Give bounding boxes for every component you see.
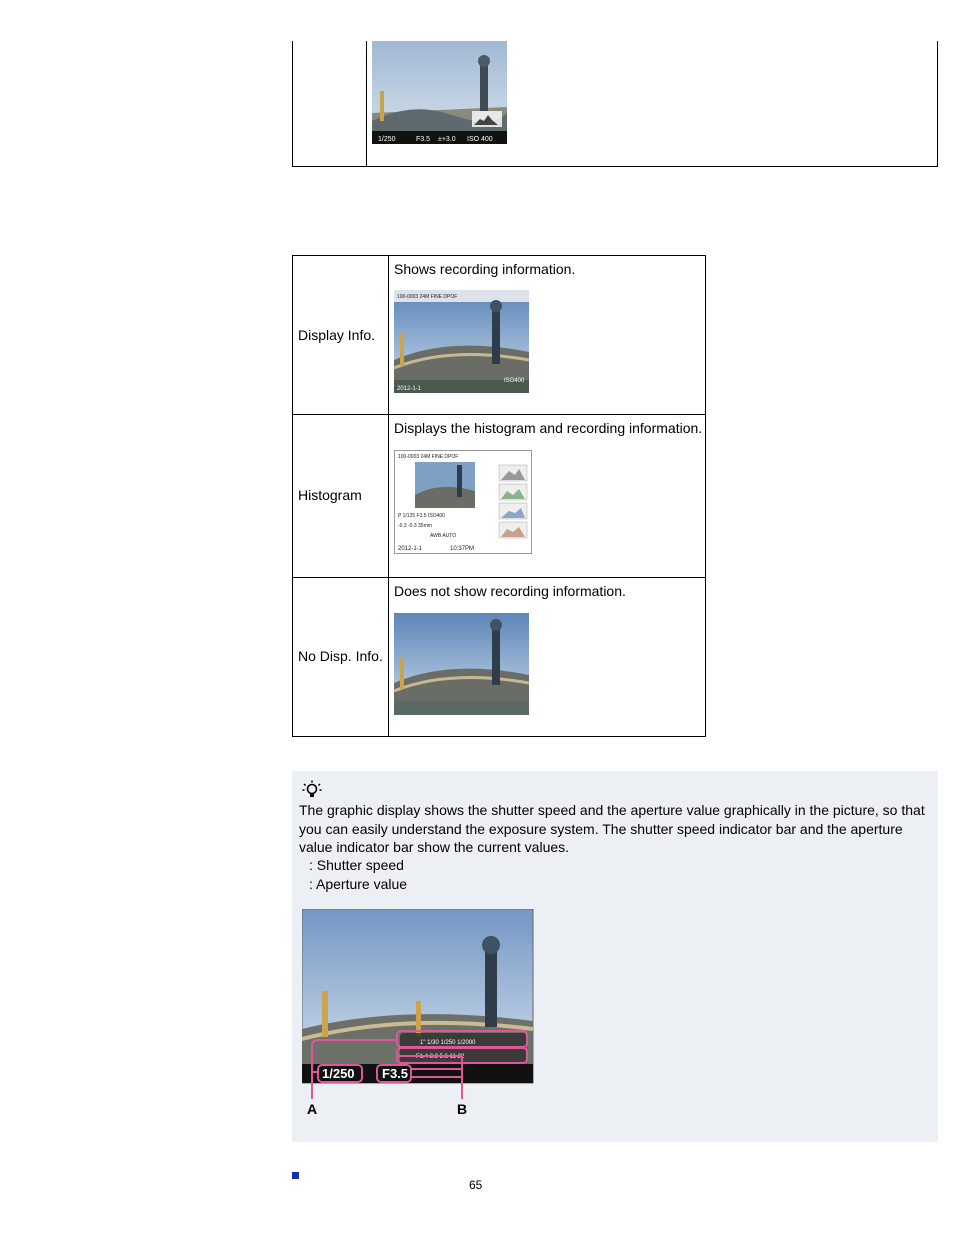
row-description: Shows recording information. (394, 261, 576, 277)
histogram-preview (394, 450, 532, 554)
photo-shutter-readout: 1/250 (378, 136, 396, 143)
table-column-divider (388, 578, 389, 736)
shutter-readout: 1/250 (322, 1066, 355, 1081)
overlay-line-3: AWB AUTO (430, 533, 457, 539)
overlay-line-1: P 1/125 F3.5 ISO400 (398, 513, 445, 519)
table-column-divider (388, 415, 389, 577)
lightbulb-icon (302, 780, 322, 800)
table-row (293, 578, 705, 736)
bridge-photo-exposure (372, 41, 507, 144)
shutter-scale: 1" 1/30 1/250 1/2000 (420, 1040, 476, 1046)
back-to-top-link-icon[interactable] (292, 1172, 299, 1179)
hint-text: The graphic display shows the shutter speed and the aperture value graphically in the picture, so that you can easily understand the exposure system. The shutter speed indicator bar and the aperture value indicator bar show the current values. (299, 802, 925, 856)
hint-box (292, 771, 938, 1142)
row-description: Displays the histogram and recording information. (394, 420, 703, 436)
callout-label-b: B (457, 1101, 468, 1117)
display-info-preview (394, 290, 529, 393)
table-column-divider (388, 256, 389, 414)
table-row (293, 256, 705, 415)
display-mode-table (292, 255, 706, 737)
graphic-display-figure (302, 909, 534, 1117)
table-column-divider (366, 41, 367, 166)
aperture-readout: F3.5 (382, 1066, 409, 1081)
overlay-line-2: -0.3 -0.3 35mm (398, 523, 432, 529)
overlay-iso: ISO400 (504, 378, 525, 384)
table-row (293, 415, 705, 578)
row-label: Display Info. (298, 327, 376, 343)
overlay-date: 2012-1-1 (398, 546, 423, 552)
row-label: No Disp. Info. (298, 648, 383, 664)
hint-item-shutter: : Shutter speed (309, 857, 404, 873)
hint-item-aperture: : Aperture value (309, 876, 408, 892)
overlay-top-info: 100-0003 24M FINE DPOF (398, 454, 459, 460)
previous-table-fragment (292, 41, 938, 167)
callout-label-a: A (307, 1101, 318, 1117)
photo-iso-readout: ISO 400 (467, 136, 493, 143)
photo-exposure-readout: ±+3.0 (438, 136, 456, 143)
page-number: 65 (469, 1178, 483, 1192)
row-description: Does not show recording information. (394, 583, 626, 599)
aperture-scale: F1.4 2.8 5.6 11 22 (416, 1054, 465, 1060)
row-label: Histogram (298, 487, 362, 503)
photo-aperture-readout: F3.5 (416, 136, 431, 143)
overlay-date: 2012-1-1 (397, 386, 422, 392)
overlay-time: 10:37PM (450, 546, 475, 552)
no-info-preview (394, 613, 529, 715)
overlay-top-info: 100-0003 24M FINE DPOF (397, 294, 458, 300)
